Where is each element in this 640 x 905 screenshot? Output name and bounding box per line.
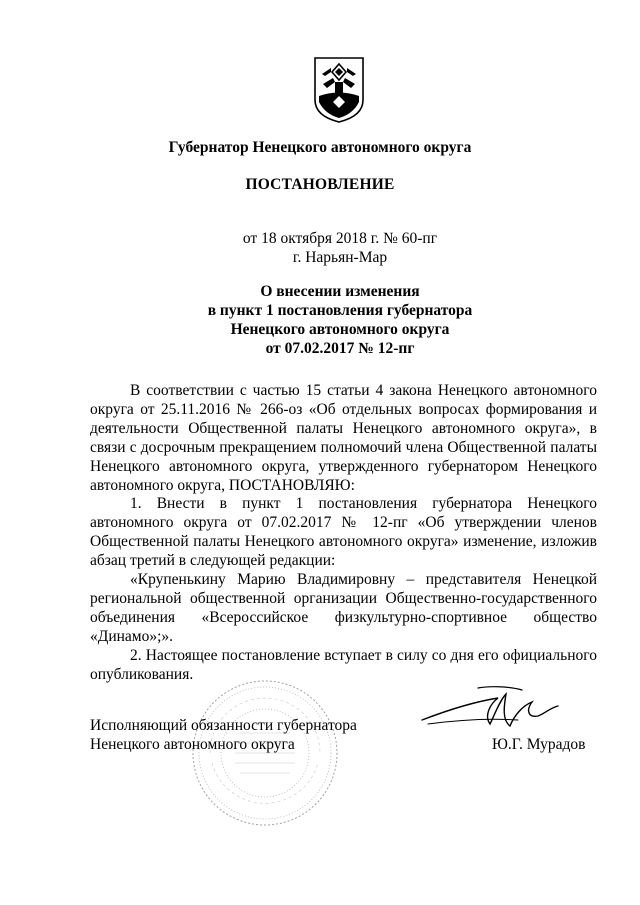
document-city: г. Нарьян-Мар	[292, 249, 388, 266]
document-body	[90, 382, 597, 685]
issuing-authority: Губернатор Ненецкого автономного округа	[168, 139, 472, 156]
title-line: от 07.02.2017 № 12-пг	[265, 340, 415, 357]
signatory-title	[90, 716, 357, 754]
signatory-name: Ю.Г. Мурадов	[492, 736, 586, 753]
signatory-title-line: Ненецкого автономного округа	[90, 736, 295, 753]
body-paragraph: 1. Внести в пункт 1 постановления губернатора Ненецкого автономного округа от 07.02.2017 № 12-пг «Об утверждении членов Общественной палаты Ненецкого автономного округа» изменение, изложив абзац третий в следующей редакции:	[90, 495, 597, 570]
body-paragraph: «Крупенькину Марию Владимировну – представителя Ненецкой региональной общественной организации Общественно-государственного объединения «Всероссийское физкультурно-спортивное общество «Динамо»;».	[90, 571, 597, 645]
title-line: О внесении изменения	[260, 283, 420, 300]
handwritten-signature	[418, 680, 568, 740]
document-title	[20, 282, 640, 358]
signatory-title-line: Исполняющий обязанности губернатора	[90, 717, 357, 734]
coat-of-arms-icon	[313, 56, 365, 124]
title-line: Ненецкого автономного округа	[230, 321, 450, 338]
document-type: ПОСТАНОВЛЕНИЕ	[245, 176, 395, 193]
title-line: в пункт 1 постановления губернатора	[207, 302, 473, 319]
document-date-number: от 18 октября 2018 г. № 60-пг	[242, 230, 438, 247]
body-paragraph: В соответствии с частью 15 статьи 4 закона Ненецкого автономного округа от 25.11.2016 № 266-оз «Об отдельных вопросах формирования и деятельности Общественной палаты Ненецкого автономного округа», в связи с досрочным прекращением полномочий члена Общественной палаты Ненецкого автономного округа, утвержденного губернатором Ненецкого автономного округа, ПОСТАНОВЛЯЮ:	[90, 382, 597, 494]
body-paragraph: 2. Настоящее постановление вступает в силу со дня его официального опубликования.	[90, 646, 597, 683]
